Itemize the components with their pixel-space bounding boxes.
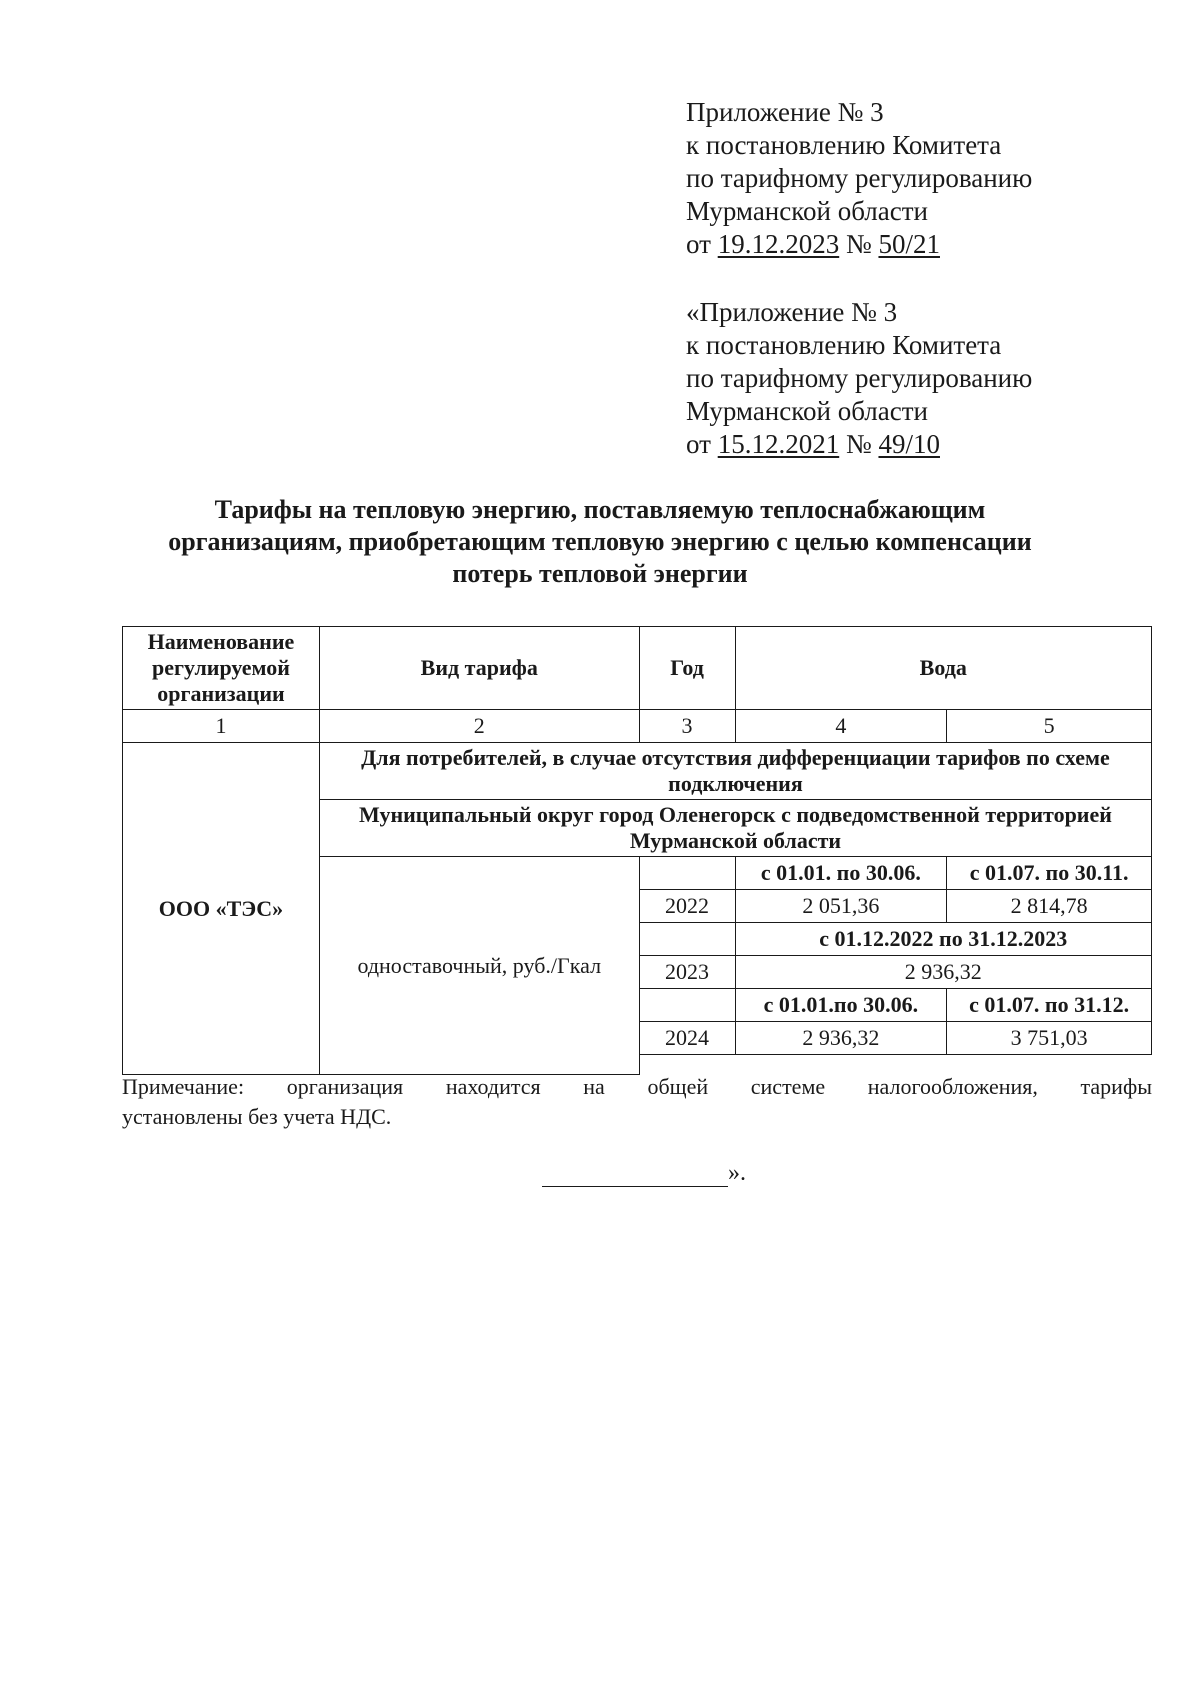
note-word: налогообложения, (867, 1074, 1038, 1099)
closing-mark (542, 1160, 746, 1187)
title-line: Тарифы на тепловую энергию, поставляемую теплоснабжающим (214, 495, 986, 524)
period-cell: с 01.12.2022 по 31.12.2023 (735, 923, 1152, 956)
column-number: 3 (639, 710, 735, 743)
appendix-line: по тарифному регулированию (686, 363, 1033, 393)
section-territory: Муниципальный округ город Оленегорск с подведомственной территорией Мурманской области (319, 800, 1151, 857)
header-tariff-type: Вид тарифа (319, 627, 639, 710)
note-word: на (583, 1074, 605, 1099)
year-cell-empty (639, 989, 735, 1022)
value-cell: 2 936,32 (735, 1022, 947, 1055)
appendix-line: Приложение № 3 (686, 97, 884, 127)
note-line (122, 1072, 1152, 1102)
section-consumers: Для потребителей, в случае отсутствия дифференциации тарифов по схеме подключения (319, 743, 1151, 800)
period-cell: с 01.01. по 30.06. (735, 857, 947, 890)
appendix-line: Мурманской области (686, 396, 928, 426)
number-prefix: № (839, 229, 879, 259)
appendix-line: по тарифному регулированию (686, 163, 1033, 193)
number-prefix: № (839, 429, 879, 459)
header-water: Вода (735, 627, 1152, 710)
date-prefix: от (686, 429, 718, 459)
column-number: 2 (319, 710, 639, 743)
note (122, 1072, 1152, 1132)
note-word: находится (445, 1074, 541, 1099)
note-word: общей (647, 1074, 709, 1099)
year-cell: 2024 (639, 1022, 735, 1055)
appendix-line: к постановлению Комитета (686, 130, 1002, 160)
year-cell: 2022 (639, 890, 735, 923)
title-line: организациям, приобретающим тепловую энергию с целью компенсации (168, 527, 1032, 556)
year-cell-empty (639, 923, 735, 956)
column-number: 5 (947, 710, 1152, 743)
column-number: 4 (735, 710, 947, 743)
appendix-line: к постановлению Комитета (686, 330, 1002, 360)
year-cell-empty (639, 857, 735, 890)
year-cell: 2023 (639, 956, 735, 989)
appendix-line: «Приложение № 3 (686, 297, 898, 327)
table-header-row (123, 627, 1152, 710)
period-cell: с 01.07. по 31.12. (947, 989, 1152, 1022)
value-cell: 3 751,03 (947, 1022, 1152, 1055)
value-cell: 2 051,36 (735, 890, 947, 923)
note-line: установлены без учета НДС. (122, 1104, 392, 1129)
appendix-date-line (686, 228, 1032, 261)
note-word: Примечание: (122, 1074, 245, 1099)
column-number: 1 (123, 710, 320, 743)
tariff-type: одноставочный, руб./Гкал (319, 857, 639, 1075)
organization-name: ООО «ТЭС» (123, 743, 320, 1075)
header-year: Год (639, 627, 735, 710)
resolution-number: 49/10 (878, 429, 940, 459)
note-word: системе (750, 1074, 826, 1099)
appendix-reference-current (686, 96, 1032, 261)
column-number-row (123, 710, 1152, 743)
section-row (123, 743, 1152, 800)
date-prefix: от (686, 229, 718, 259)
appendix-reference-original (686, 296, 1032, 461)
resolution-date: 19.12.2023 (717, 229, 840, 259)
appendix-date-line (686, 428, 1032, 461)
note-word: организация (286, 1074, 404, 1099)
period-cell: с 01.01.по 30.06. (735, 989, 947, 1022)
closing-underline (542, 1164, 728, 1187)
closing-quote: ». (728, 1160, 746, 1186)
title-line: потерь тепловой энергии (452, 559, 748, 588)
tariff-table (122, 626, 1152, 1075)
header-organization: Наименование регулируемой организации (123, 627, 320, 710)
value-cell: 2 814,78 (947, 890, 1152, 923)
period-cell: с 01.07. по 30.11. (947, 857, 1152, 890)
resolution-number: 50/21 (878, 229, 940, 259)
note-word: тарифы (1080, 1074, 1152, 1099)
value-cell: 2 936,32 (735, 956, 1152, 989)
document-title (120, 494, 1080, 590)
appendix-line: Мурманской области (686, 196, 928, 226)
resolution-date: 15.12.2021 (717, 429, 840, 459)
